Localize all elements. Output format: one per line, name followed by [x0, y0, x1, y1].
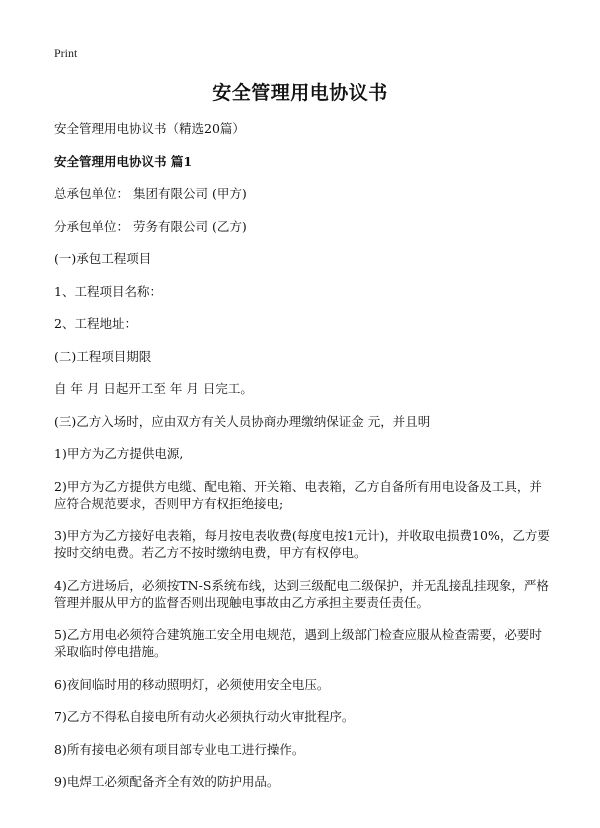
list-item: 6)夜间临时用的移动照明灯，必须使用安全电压。	[54, 676, 330, 692]
list-item: 3)甲方为乙方接好电表箱，每月按电表收费(每度电按1元计)，并收取电损费10%，乙方要按时交纳电费。若乙方不按时缴纳电费，甲方有权停电。	[54, 528, 550, 560]
subcontractor-line: 分承包单位： 劳务有限公司 (乙方)	[54, 218, 247, 234]
project-address-line: 2、工程地址：	[54, 316, 137, 331]
project-name-line: 1、工程项目名称：	[54, 283, 162, 299]
contractor-line: 总承包单位： 集团有限公司 (甲方)	[54, 186, 247, 201]
list-item: 8)所有接电必须有项目部专业电工进行操作。	[54, 741, 305, 757]
list-item: 4)乙方进场后，必须按TN-S系统布线，达到三级配电二级保护，并无乱接乱挂现象，严格管理并服从甲方的监督否则出现触电事故由乙方承担主要责任责任。	[54, 577, 549, 610]
list-item: 5)乙方用电必须符合建筑施工安全用电规范，遇到上级部门检查应服从检查需要，必要时采取临时停电措施。	[54, 627, 542, 659]
period-line: 自 年 月 日起开工至 年 月 日完工。	[54, 381, 253, 396]
section-heading: 安全管理用电协议书 篇1	[54, 153, 193, 169]
clause-heading: (三)乙方入场时，应由双方有关人员协商办理缴纳保证金 元，并且明	[54, 413, 431, 429]
document-title: 安全管理用电协议书	[212, 82, 388, 104]
list-item: 2)甲方为乙方提供方电缆、配电箱、开关箱、电表箱，乙方自备所有用电设备及工具，并应符合规范要求，否则甲方有权拒绝接电;	[54, 478, 542, 511]
list-item: 1)甲方为乙方提供电源,	[54, 446, 184, 461]
clause-heading: (二)工程项目期限	[54, 348, 152, 364]
print-link[interactable]: Print	[54, 46, 78, 60]
doc-subtitle: 安全管理用电协议书（精选20篇）	[54, 121, 245, 136]
list-item: 9)电焊工必须配备齐全有效的防护用品。	[54, 774, 280, 789]
document-body	[54, 120, 554, 806]
clause-heading: (一)承包工程项目	[54, 251, 152, 266]
list-item: 7)乙方不得私自接电所有动火必须执行动火审批程序。	[54, 709, 355, 724]
